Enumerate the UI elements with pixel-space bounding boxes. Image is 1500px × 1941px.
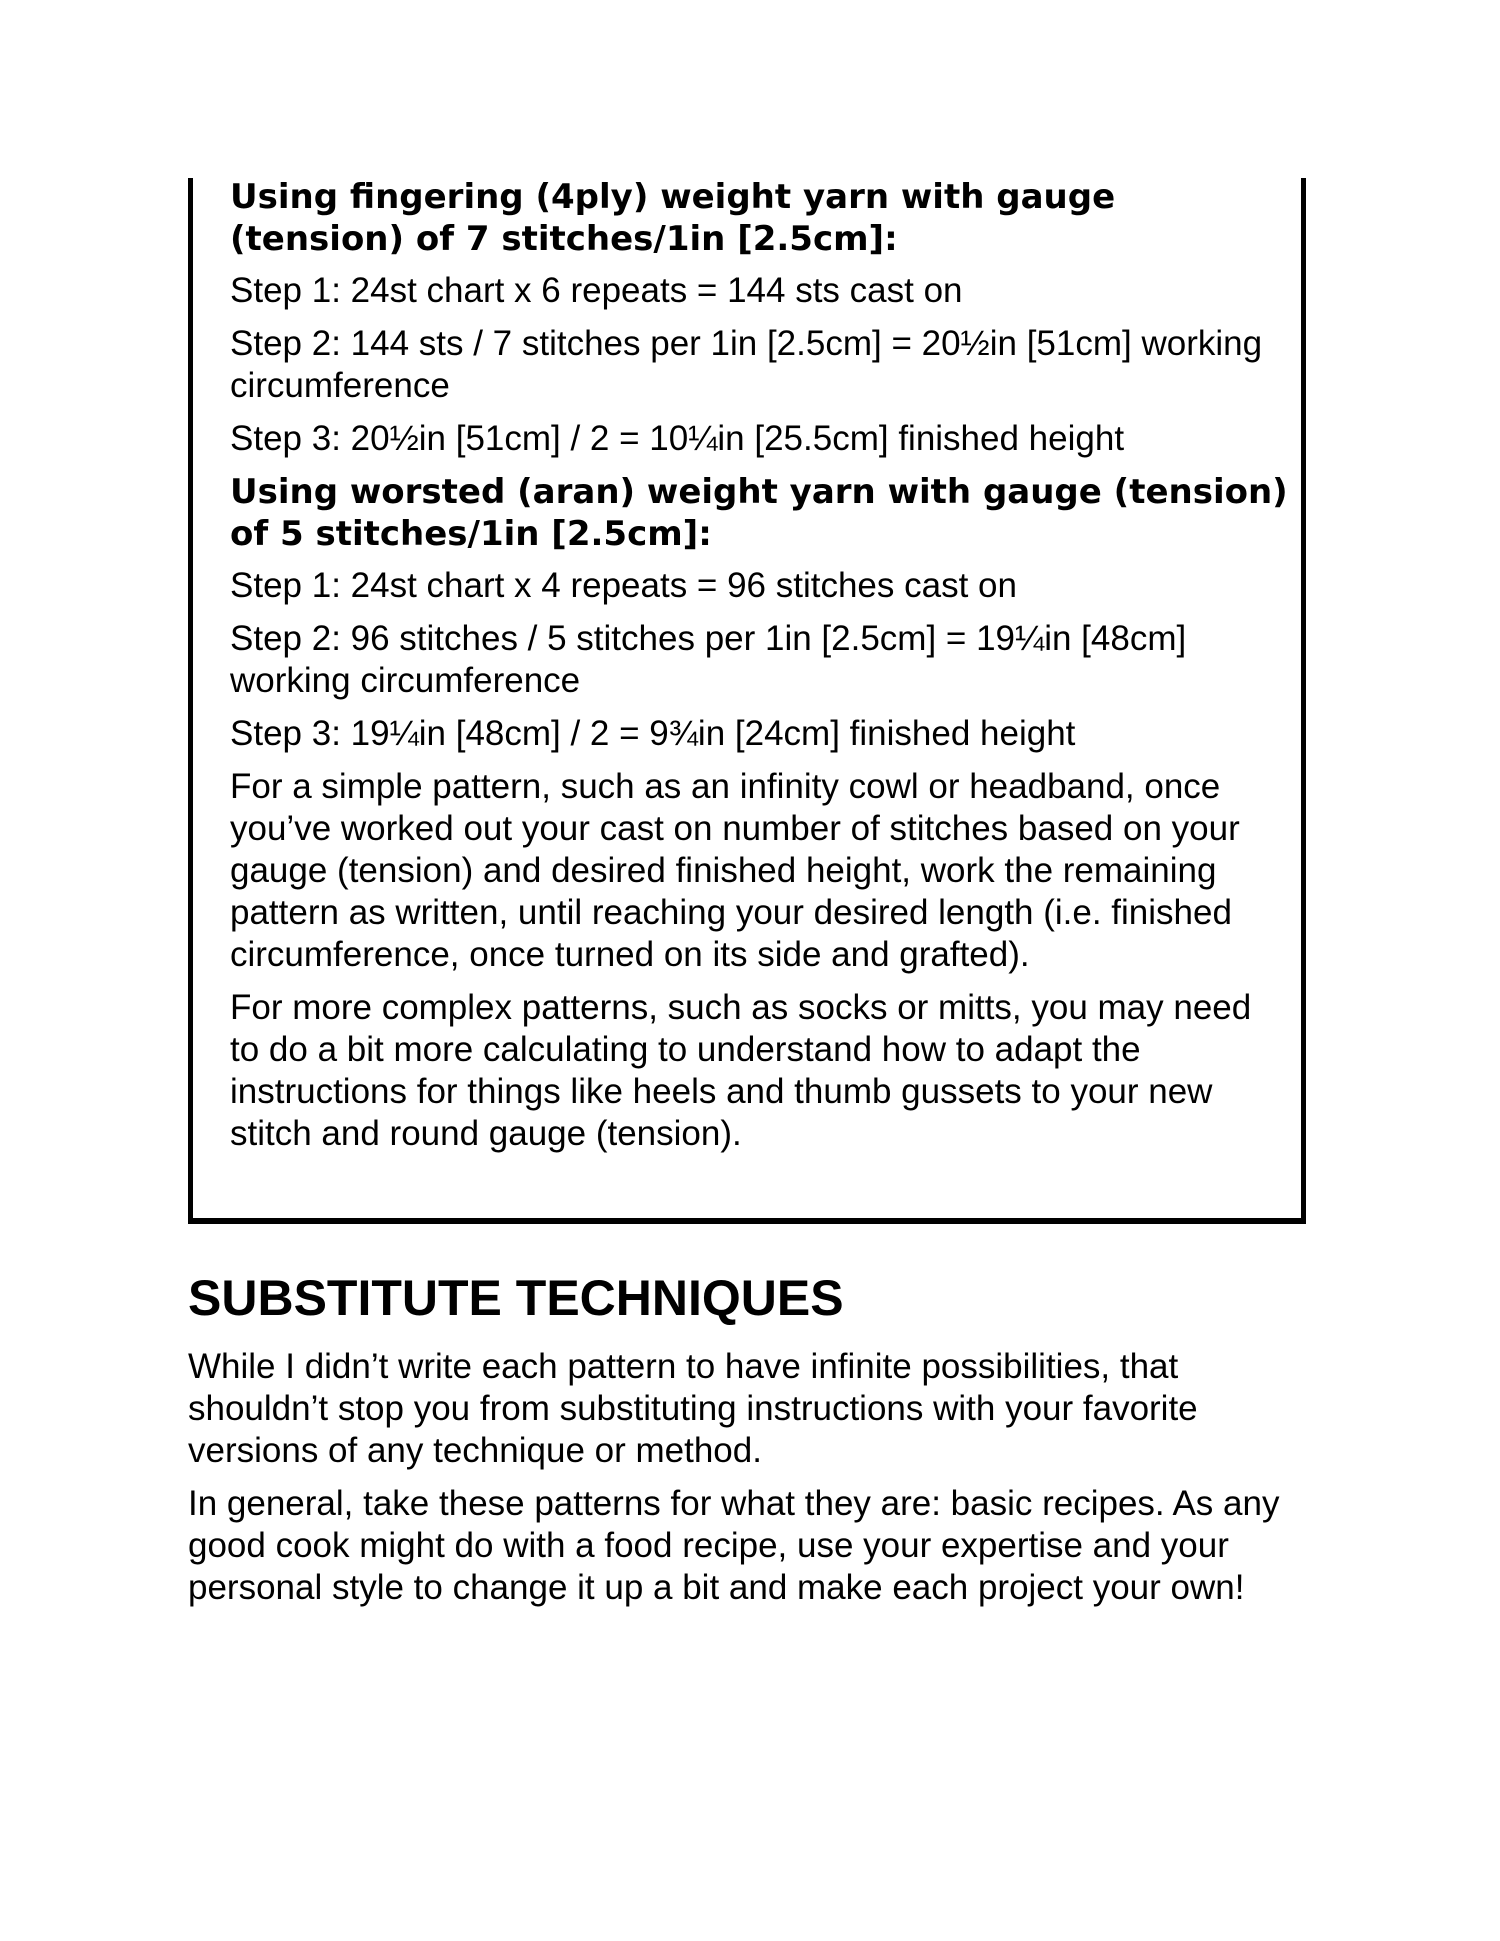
fingering-yarn-heading: Using fingering (4ply) weight yarn with gauge (tension) of 7 stitches/1in [2.5cm]: bbox=[230, 177, 1116, 259]
substitute-paragraph-2: In general, take these patterns for what they are: basic recipes. As any good cook might do with a food recipe, use your expertise and your personal style to change it up a bit and make each project your own! bbox=[188, 1484, 1280, 1607]
worsted-step-3: Step 3: 19¼in [48cm] / 2 = 9¾in [24cm] finished height bbox=[230, 714, 1076, 753]
fingering-step-2: Step 2: 144 sts / 7 stitches per 1in [2.5cm] = 20½in [51cm] working circumference bbox=[230, 324, 1263, 405]
section-body bbox=[188, 1346, 1308, 1620]
worsted-yarn-heading: Using worsted (aran) weight yarn with gauge (tension) of 5 stitches/1in [2.5cm]: bbox=[230, 472, 1288, 554]
fingering-step-3: Step 3: 20½in [51cm] / 2 = 10¼in [25.5cm] finished height bbox=[230, 419, 1125, 458]
substitute-paragraph-1: While I didn’t write each pattern to have infinite possibilities, that shouldn’t stop you from substituting instructions with your favorite versions of any technique or method. bbox=[188, 1347, 1198, 1470]
worsted-step-1: Step 1: 24st chart x 4 repeats = 96 stitches cast on bbox=[230, 566, 1017, 605]
complex-pattern-paragraph: For more complex patterns, such as socks or mitts, you may need to do a bit more calculating to understand how to adapt the instructions for things like heels and thumb gussets to your new stitch and round gauge (tension). bbox=[230, 988, 1252, 1153]
boxed-section-content bbox=[230, 176, 1290, 1166]
worsted-step-2: Step 2: 96 stitches / 5 stitches per 1in [2.5cm] = 19¼in [48cm] working circumference bbox=[230, 619, 1187, 700]
fingering-step-1: Step 1: 24st chart x 6 repeats = 144 sts cast on bbox=[230, 271, 963, 310]
section-title: SUBSTITUTE TECHNIQUES bbox=[188, 1270, 844, 1326]
simple-pattern-paragraph: For a simple pattern, such as an infinity cowl or headband, once you’ve worked out your cast on number of stitches based on your gauge (tension) and desired finished height, work the remaining pattern as written, until reaching your desired length (i.e. finished circumference, once turned on its side and grafted). bbox=[230, 767, 1240, 974]
